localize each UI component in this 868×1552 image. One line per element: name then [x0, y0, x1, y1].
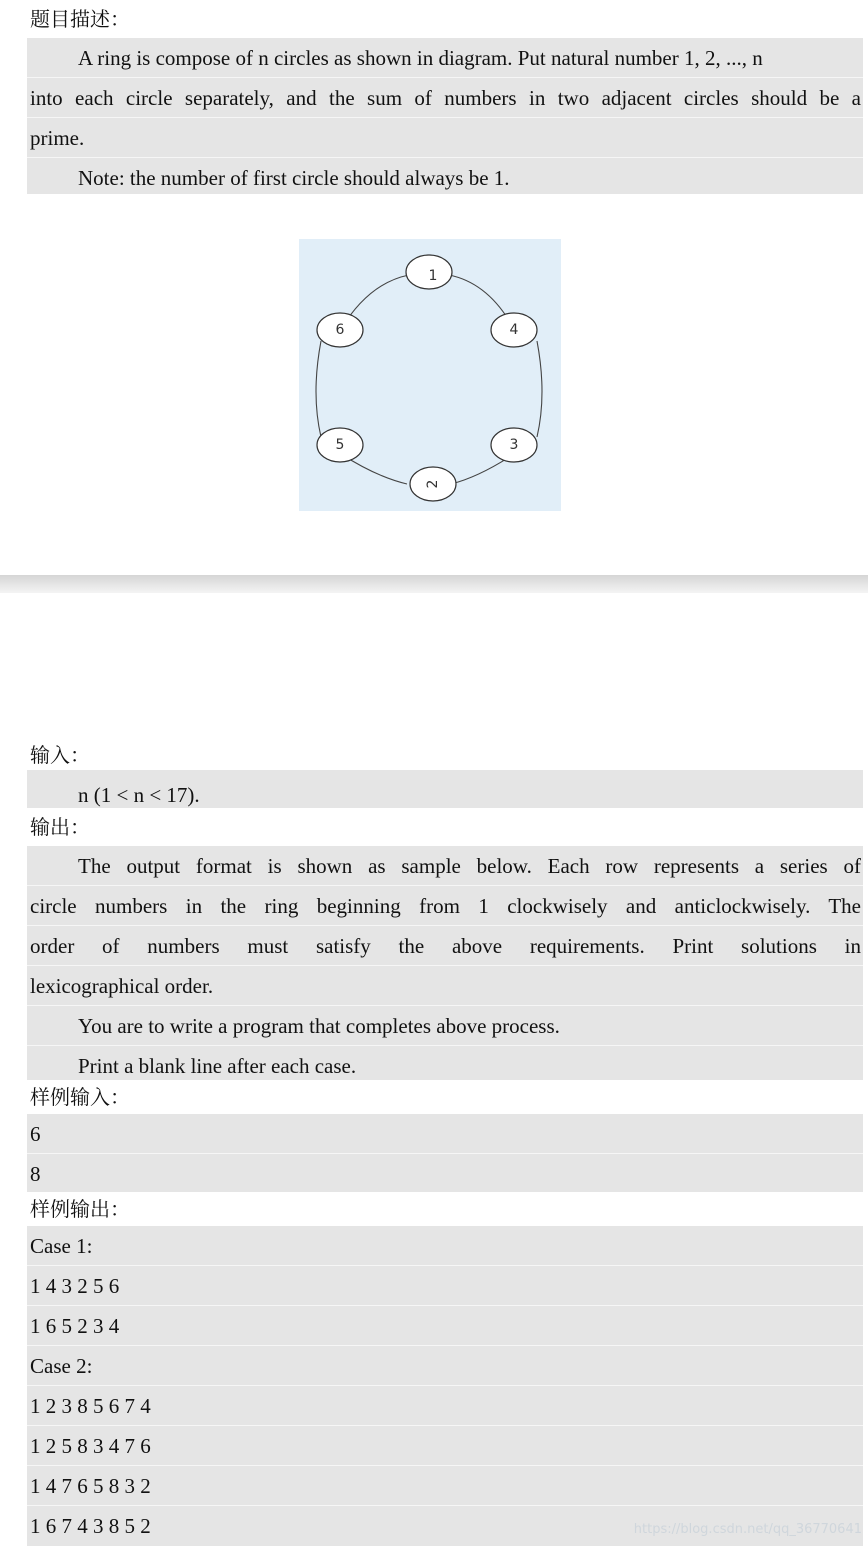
section-divider — [0, 575, 868, 593]
output-line-1: The output format is shown as sample below. Each row represents a series of — [27, 846, 863, 886]
circle-2-label: 2 — [425, 479, 441, 489]
sample-output-line: Case 1: — [27, 1226, 863, 1266]
output-header: 输出： — [30, 815, 90, 839]
description-note: Note: the number of first circle should always be 1. — [78, 166, 510, 190]
circle-4-label: 4 — [509, 322, 519, 338]
sample-output-line: 1 6 5 2 3 4 — [27, 1306, 863, 1346]
sample-output-header: 样例输出： — [30, 1197, 130, 1221]
sample-input-block — [27, 1114, 863, 1192]
circle-5-label: 5 — [335, 437, 345, 453]
ring-diagram-svg — [299, 239, 561, 511]
sample-output-line: 1 4 7 6 5 8 3 2 — [27, 1466, 863, 1506]
circle-6-label: 6 — [335, 322, 345, 338]
description-block — [27, 38, 863, 194]
sample-output-line: 1 6 7 4 3 8 5 2 — [30, 1514, 151, 1538]
ring-diagram — [299, 239, 561, 511]
sample-output-line: 1 2 3 8 5 6 7 4 — [27, 1386, 863, 1426]
sample-output-line: 1 4 3 2 5 6 — [27, 1266, 863, 1306]
output-line-6: Print a blank line after each case. — [78, 1054, 357, 1078]
sample-input-line: 6 — [27, 1114, 863, 1154]
output-line-2: circle numbers in the ring beginning from 1 clockwisely and anticlockwisely. The — [27, 886, 863, 926]
sample-output-line: Case 2: — [27, 1346, 863, 1386]
watermark: https://blog.csdn.net/qq_36770641 — [633, 1522, 862, 1537]
sample-output-line: 1 2 5 8 3 4 7 6 — [27, 1426, 863, 1466]
circle-3-label: 3 — [509, 437, 519, 453]
description-line-3: prime. — [27, 118, 863, 158]
arc-5-6 — [316, 341, 321, 437]
input-text: n (1 < n < 17). — [78, 783, 200, 807]
circle-1-label: 1 — [428, 268, 438, 284]
output-block — [27, 846, 863, 1080]
sample-output-block — [27, 1226, 863, 1546]
description-line-2: into each circle separately, and the sum of numbers in two adjacent circles should be a — [27, 78, 863, 118]
input-header: 输入： — [30, 743, 90, 767]
input-block — [27, 770, 863, 808]
arc-4-3 — [537, 341, 542, 437]
output-line-4: lexicographical order. — [27, 966, 863, 1006]
sample-input-line: 8 — [30, 1162, 41, 1186]
output-line-3: order of numbers must satisfy the above requirements. Print solutions in — [27, 926, 863, 966]
output-line-5: You are to write a program that completes above process. — [27, 1006, 863, 1046]
description-line-1: A ring is compose of n circles as shown in diagram. Put natural number 1, 2, ..., n — [27, 38, 863, 78]
description-header: 题目描述： — [30, 7, 130, 31]
sample-input-header: 样例输入： — [30, 1085, 130, 1109]
